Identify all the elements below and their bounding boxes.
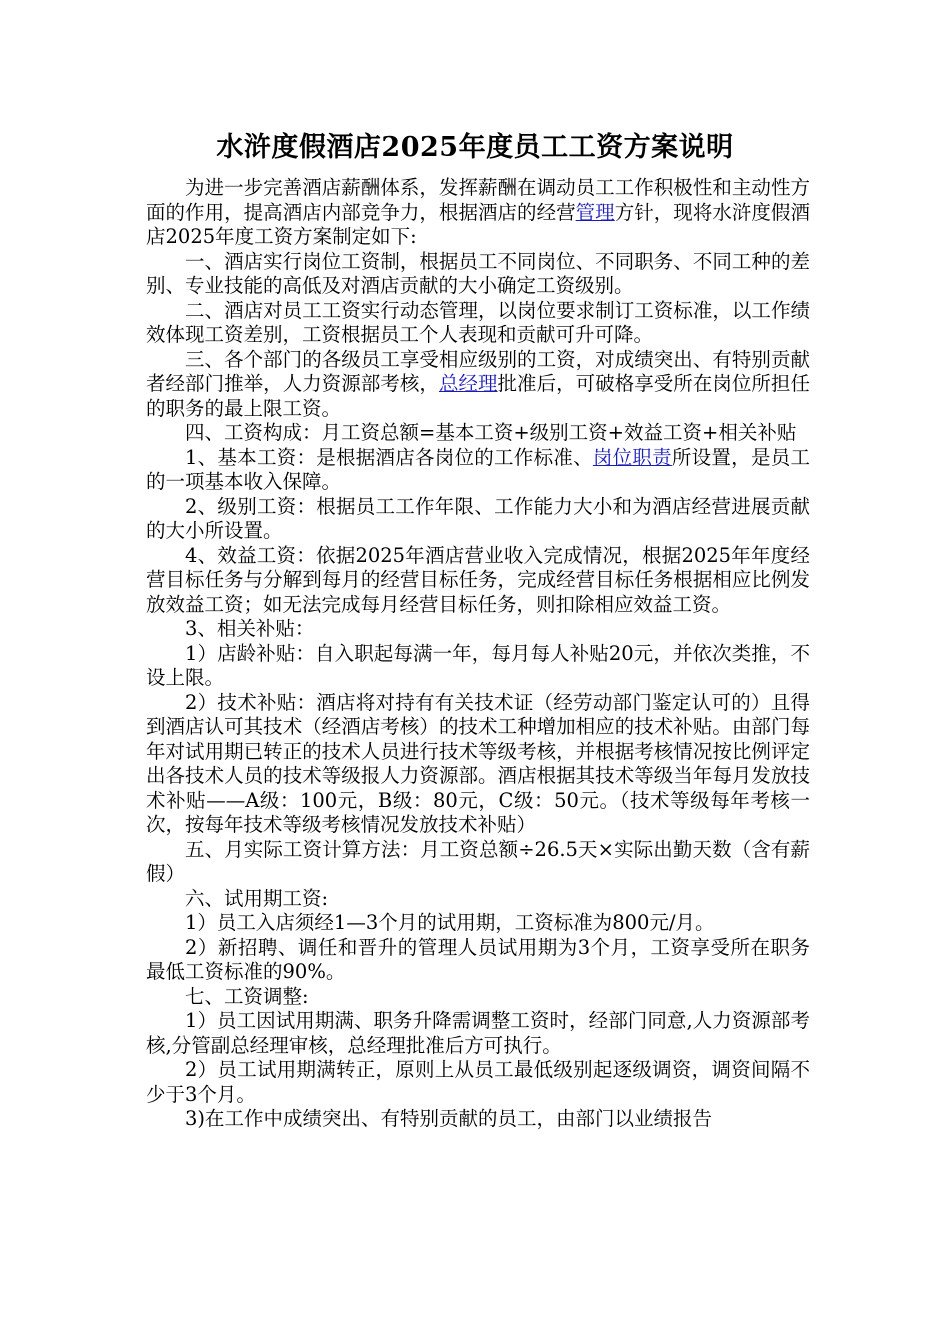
- p3-text-before: 三、各个部门的各级员工享受相应级别的工资，对成绩突出、有特别贡献者经部门推举，人力资源部考核，: [146, 347, 810, 395]
- paragraph-5: 五、月实际工资计算方法：月工资总额÷26.5天×实际出勤天数（含有薪假）: [146, 837, 810, 885]
- intro-text-before: 为进一步完善酒店薪酬体系，发挥薪酬在调动员工工作积极性和主动性方面的作用，提高酒店内部竞争力，根据酒店的经营: [146, 176, 810, 224]
- paragraph-6-1: 1）员工入店须经1—3个月的试用期，工资标准为800元/月。: [185, 911, 715, 934]
- paragraph-7: 七、工资调整:: [185, 984, 309, 1008]
- paragraph-4-3: 3、相关补贴：: [185, 617, 315, 640]
- p3-text-after: 批准后，可破格享受所在岗位所担任的职务的最上限工资。: [146, 372, 810, 420]
- intro-text-after: 方针，现将水浒度假酒店2025年度工资方案制定如下:: [146, 200, 810, 248]
- paragraph-4-4: 4、效益工资：依据2025年酒店营业收入完成情况，根据2025年年度经营目标任务与分解到每月的经营目标任务，完成经营目标任务根据相应比例发放效益工资；如无法完成每月经营目标任务，则扣除相应效益工资。: [146, 543, 810, 616]
- paragraph-intro: [146, 176, 810, 250]
- paragraph-6: 六、试用期工资:: [185, 886, 329, 910]
- link-job-duties[interactable]: 岗位职责: [592, 445, 672, 469]
- paragraph-4-3-1: 1）店龄补贴：自入职起每满一年，每月每人补贴20元，并依次类推，不设上限。: [146, 641, 810, 689]
- paragraph-3: [146, 348, 810, 422]
- paragraph-7-2: 2）员工试用期满转正，原则上从员工最低级别起逐级调资，调资间隔不少于3个月。: [146, 1058, 810, 1106]
- paragraph-4: 四、工资构成：月工资总额=基本工资+级别工资+效益工资+相关补贴: [185, 421, 797, 444]
- paragraph-7-1: 1）员工因试用期满、职务升降需调整工资时，经部门同意,人力资源部考核,分管副总经理审核，总经理批准后方可执行。: [146, 1009, 810, 1057]
- paragraph-4-2: 2、级别工资：根据员工工作年限、工作能力大小和为酒店经营进展贡献的大小所设置。: [146, 494, 810, 542]
- link-management[interactable]: 管理: [575, 200, 615, 224]
- paragraph-4-3-2: 2）技术补贴：酒店将对持有有关技术证（经劳动部门鉴定认可的）且得到酒店认可其技术（经酒店考核）的技术工种增加相应的技术补贴。由部门每年对试用期已转正的技术人员进行技术等级考核，并根据考核情况按比例评定出各技术人员的技术等级报人力资源部。酒店根据其技术等级当年每月发放技术补贴——A级：100元，B级：80元，C级：50元。（技术等级每年考核一次，按每年技术等级考核情况发放技术补贴）: [146, 690, 810, 836]
- document-body: [146, 176, 810, 1132]
- paragraph-4-1: [146, 446, 810, 495]
- paragraph-6-2: 2）新招聘、调任和晋升的管理人员试用期为3个月，工资享受所在职务最低工资标准的90%。: [146, 935, 810, 983]
- document-title: 水浒度假酒店2025年度员工工资方案说明: [216, 132, 734, 163]
- link-general-manager[interactable]: 总经理: [438, 372, 498, 395]
- paragraph-1: 一、酒店实行岗位工资制，根据员工不同岗位、不同职务、不同工种的差别、专业技能的高低及对酒店贡献的大小确定工资级别。: [146, 249, 810, 297]
- p4-1-text-before: 1、基本工资：是根据酒店各岗位的工作标准、: [185, 445, 593, 469]
- paragraph-2: 二、酒店对员工工资实行动态管理，以岗位要求制订工资标准，以工作绩效体现工资差别，工资根据员工个人表现和贡献可升可降。: [146, 298, 810, 346]
- p4-1-text-after: 所设置，是员工的一项基本收入保障。: [146, 445, 810, 493]
- paragraph-7-3: 3)在工作中成绩突出、有特别贡献的员工，由部门以业绩报告: [185, 1107, 713, 1130]
